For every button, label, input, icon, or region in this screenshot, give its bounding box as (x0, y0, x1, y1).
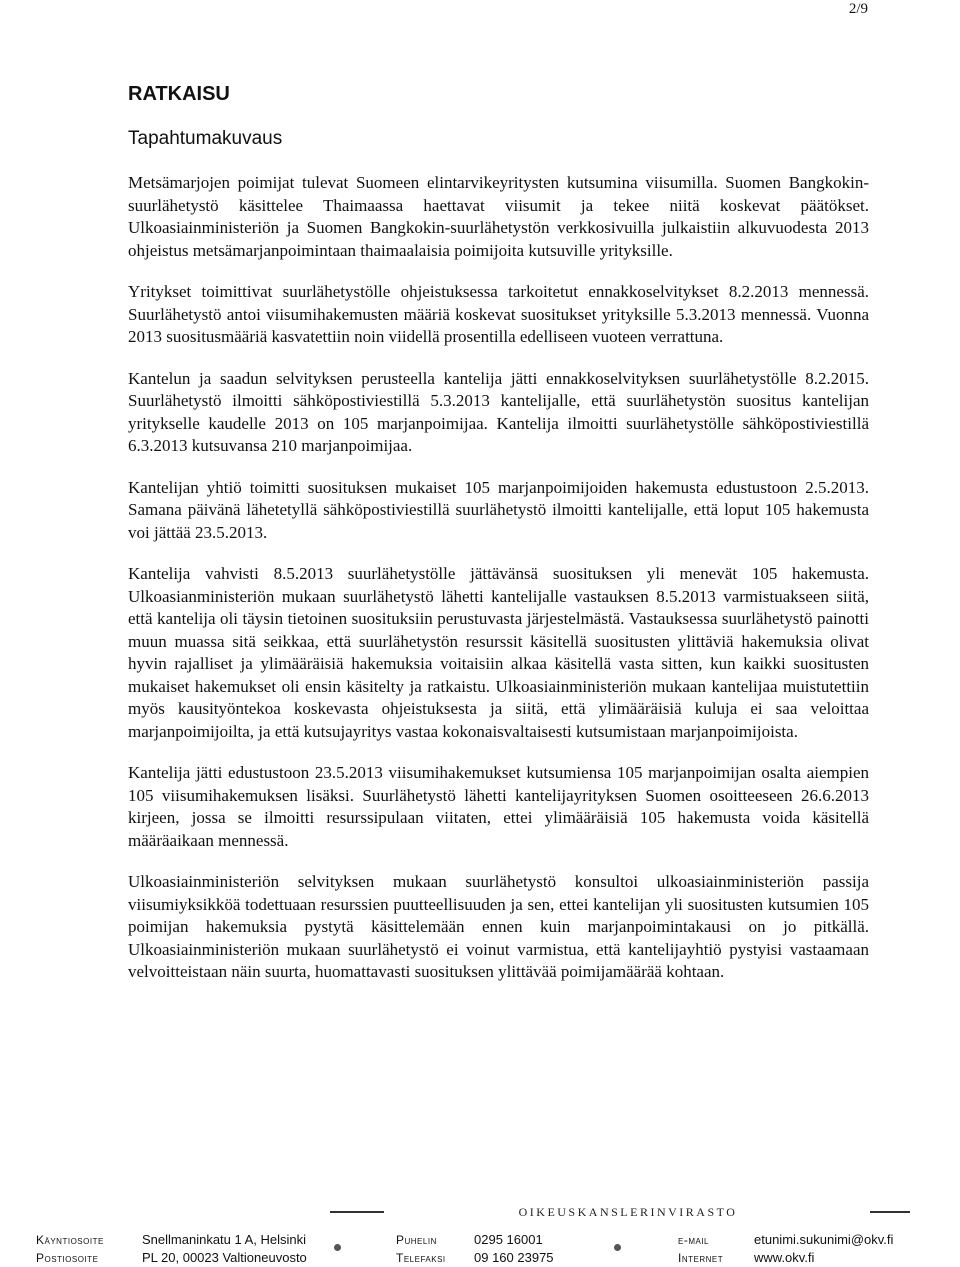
footer-row-visiting (36, 1231, 926, 1249)
footer-postal-address: PL 20, 00023 Valtioneuvosto (142, 1250, 307, 1265)
footer-website: www.okv.fi (754, 1250, 815, 1265)
footer-organization-name: OIKEUSKANSLERINVIRASTO (518, 1205, 738, 1219)
footer-label-fax: Telefaksi (396, 1251, 446, 1265)
body-text (128, 172, 869, 1003)
footer-divider-left (330, 1211, 384, 1213)
footer-fax: 09 160 23975 (474, 1250, 554, 1265)
paragraph-2: Yritykset toimittivat suurlähetystölle ohjeistuksessa tarkoitetut ennakkoselvitykset 8.2.2013 mennessä. Suurlähetystö antoi viisumihakemusten määriä koskevat suositukset yrityksille 5.3.2013 mennessä. Vuonna 2013 suositusmääriä kasvatettiin noin viidellä prosentilla edelliseen vuoteen verrattuna. (128, 282, 869, 346)
footer-email: etunimi.sukunimi@okv.fi (754, 1232, 894, 1247)
footer-label-postal-address: Postiosoite (36, 1251, 99, 1265)
paragraph-4: Kantelijan yhtiö toimitti suosituksen mukaiset 105 marjanpoimijoiden hakemusta edustustoon 2.5.2013. Samana päivänä lähetetyllä sähköpostiviestillä suurlähetystö ilmoitti kantelijalle, että loput 105 hakemusta voi jättää 23.5.2013. (128, 477, 869, 542)
main-heading: RATKAISU (128, 83, 230, 105)
paragraph-7: Ulkoasiainministeriön selvityksen mukaan suurlähetystö konsultoi ulkoasiainministeriön passija viisumiyksikköä todettuaan resurssien puutteellisuuden ja sen, ettei kantelijan yli suositusten kutsumien 105 poimijan hakemuksia pystytä käsittelemään ennen kuin marjanpoimintakausi on jo pitkällä. Ulkoasiainministeriön mukaan suurlähetystö ei voinut varmistua, että kantelijayhtiö pystyisi vastaamaan velvoitteistaan näin suurta, huomattavasti suosituksen ylittävää poimijamäärää kohtaan. (128, 872, 869, 981)
section-heading: Tapahtumakuvaus (128, 128, 283, 149)
paragraph-3: Kantelun ja saadun selvityksen perusteella kantelija jätti ennakkoselvityksen suurlähetystölle 8.2.2015. Suurlähetystö ilmoitti sähköpostiviestillä 5.3.2013 kantelijalle, että suurlähetystön suositus kantelijan yritykselle kaudelle 2013 on 105 marjanpoimijaa. Kantelija ilmoitti suurlähetystölle sähköpostiviestillä 6.3.2013 kutsuvansa 210 marjanpoimijaa. (128, 368, 869, 455)
footer-label-visiting-address: Käyntiosoite (36, 1233, 104, 1247)
footer-phone: 0295 16001 (474, 1232, 543, 1247)
paragraph-6: Kantelija jätti edustustoon 23.5.2013 viisumihakemukset kutsumiensa 105 marjanpoimijan osalta aiempien 105 viisumihakemuksen lisäksi. Suurlähetystö lähetti kantelijayrityksen Suomen osoitteeseen 26.6.2013 kirjeen, jossa se ilmoitti resurssipulaan viitaten, ettei ylimääräisiä 105 hakemusta voida käsitellä määräaikaan mennessä. (128, 763, 869, 850)
footer-label-phone: Puhelin (396, 1233, 437, 1247)
footer-letterhead (330, 1202, 910, 1222)
footer-divider-right (870, 1211, 910, 1213)
footer-visiting-address: Snellmaninkatu 1 A, Helsinki (142, 1232, 307, 1247)
paragraph-5: Kantelija vahvisti 8.5.2013 suurlähetystölle jättävänsä suosituksen yli menevät 105 hakemusta. Ulkoasianministeriön mukaan suurlähetystö lähetti kantelijalle vastauksen 8.5.2013 varmistuakseen siitä, että kantelija oli täysin tietoinen suosituksiin perustuvasta järjestelmästä. Vastauksessa suurlähetystö painotti muun muassa sitä seikkaa, että suurlähetystön resurssit käsitellä suositusten ylittäviä hakemuksia olivat hyvin rajalliset ja ylimääräisiä hakemuksia voitaisiin alkaa käsitellä vasta sitten, kun kaikki suositusten mukaiset hakemukset oli ensin käsitelty ja ratkaistu. Ulkoasiainministeriön mukaan kantelijaa muistutettiin myös kausityöntekoa koskevasta ohjeistuksesta ja siitä, että ylimääräisiä kuluja ei saa veloittaa marjanpoimijoilta, ja että kutsujayritys vastaa kokonaisvaltaisesti kutsumistaan marjanpoimijoista. (128, 564, 869, 741)
footer-row-postal (36, 1249, 926, 1267)
paragraph-1: Metsämarjojen poimijat tulevat Suomeen elintarvikeyritysten kutsumina viisumilla. Suomen Bangkokin-suurlähetystö käsittelee Thaimaassa haettavat viisumit ja tekee niitä koskevat päätökset. Ulkoasiainministeriön ja Suomen Bangkokin-suurlähetystön verkkosivuilla julkaistiin alkuvuodesta 2013 ohjeistus metsämarjanpoimintaan thaimaalaisia poimijoita kutsuville yrityksille. (128, 173, 869, 260)
page-number: 2/9 (848, 1, 868, 17)
footer-label-email: e-mail (678, 1233, 710, 1247)
footer-label-internet: Internet (678, 1251, 724, 1265)
